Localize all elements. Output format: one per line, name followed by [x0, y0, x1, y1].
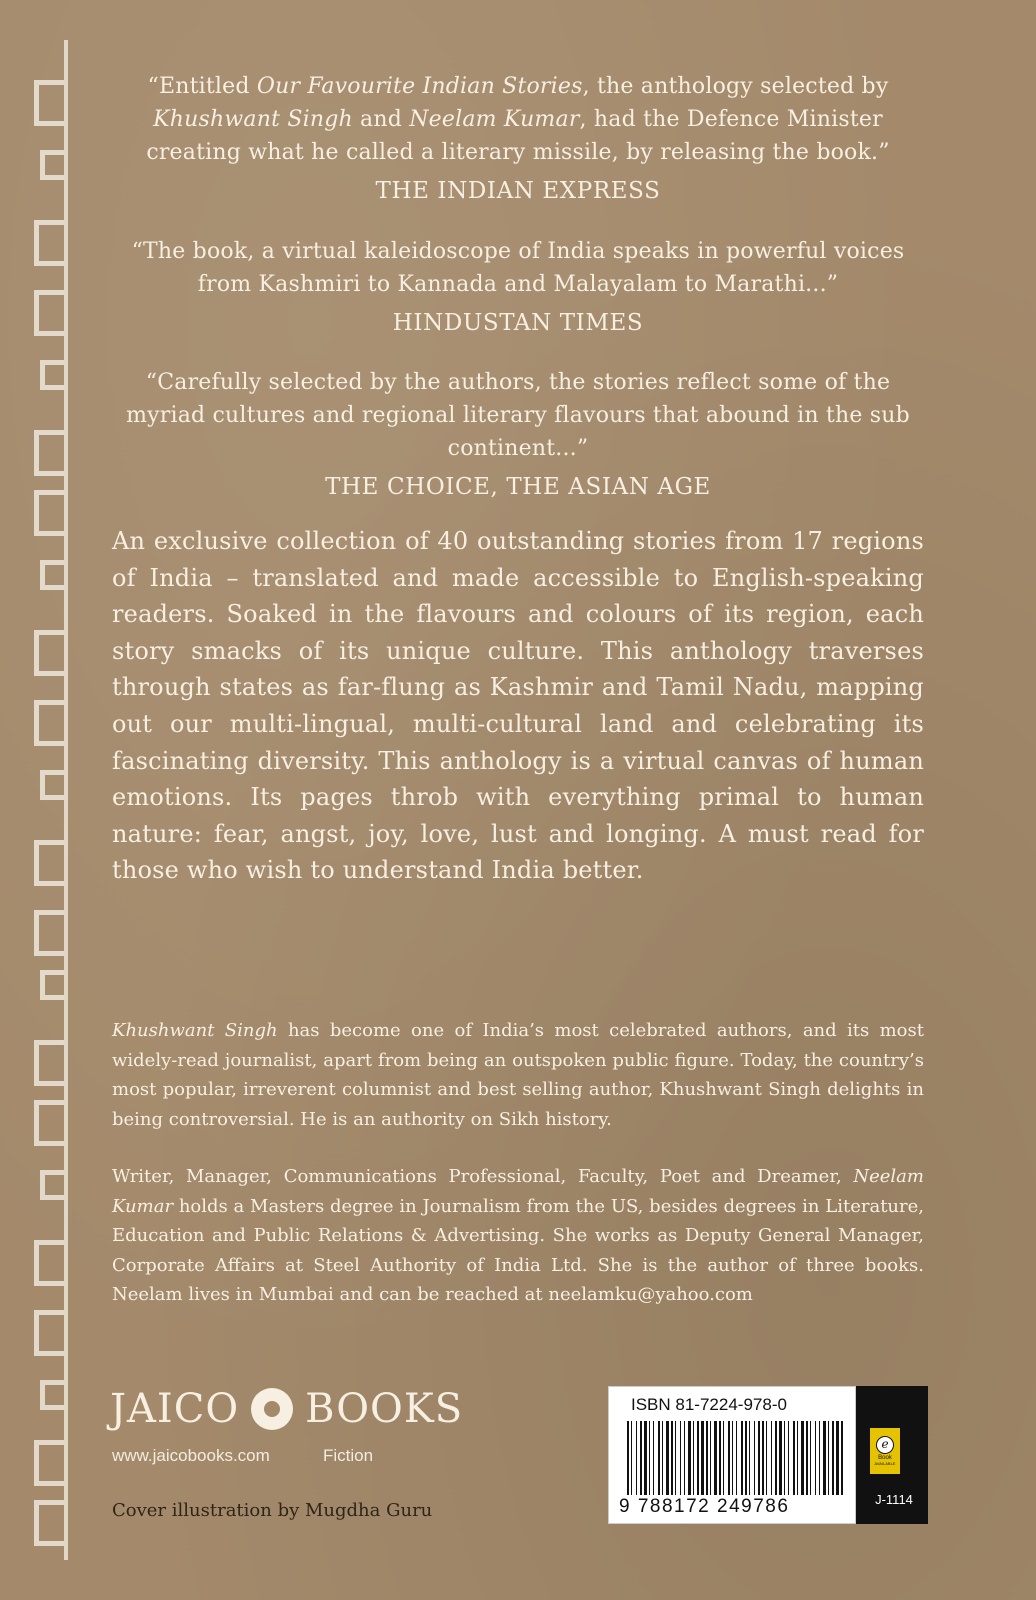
barcode-digits: 9 788172 249786	[619, 1496, 790, 1517]
quote-source: HINDUSTAN TIMES	[392, 310, 644, 336]
spine-mark	[34, 1040, 64, 1086]
review-quote-1: “Entitled Our Favourite Indian Stories, the anthology selected by Khushwant Singh and Neelam Kumar, had the Defence Minister creating what he called a literary missile, by releasing the book.” THE INDIAN EXPRESS	[112, 70, 924, 208]
barcode-stripe	[784, 1421, 785, 1495]
barcode-stripe	[697, 1421, 699, 1495]
book-blurb: An exclusive collection of 40 outstanding stories from 17 regions of India – translated and made accessible to English-speaking readers. Soaked in the flavours and colours of its region, each story smacks of its unique culture. This anthology traverses through states as far-flung as Kashmir and Tamil Nadu, mapping out our multi-lingual, multi-cultural land and celebrating its fascinating diversity. This anthology is a virtual canvas of human emotions. Its pages throb with everything primal to human nature: fear, angst, joy, love, lust and longing. A must read for those who wish to understand India better.	[112, 527, 924, 885]
spine-mark	[34, 80, 64, 126]
spine-decoration	[30, 40, 74, 1560]
spine-mark	[34, 1100, 64, 1146]
barcode-stripe	[788, 1421, 789, 1495]
barcode-stripe	[828, 1421, 829, 1495]
spine-mark	[40, 360, 64, 390]
spine-mark	[34, 1440, 64, 1486]
barcode-stripe	[653, 1421, 654, 1495]
spine-mark	[34, 220, 64, 266]
publisher-logo: JAICO BOOKS	[110, 1386, 464, 1432]
barcode-stripe	[631, 1421, 632, 1495]
spine-mark	[34, 290, 64, 336]
barcode-stripe	[662, 1421, 663, 1495]
barcode-stripe	[710, 1421, 711, 1495]
barcode-stripe	[714, 1421, 717, 1495]
spine-mark	[40, 150, 64, 180]
barcode-stripe	[723, 1421, 724, 1495]
barcode-stripe	[701, 1421, 704, 1495]
barcode-stripe	[775, 1421, 777, 1495]
spine-mark	[40, 560, 64, 590]
barcode-label	[608, 1386, 856, 1524]
barcode-stripe	[680, 1421, 681, 1495]
review-quote-3: “Carefully selected by the authors, the stories reflect some of the myriad cultures and regional literary flavours that abound in the sub continent...” THE CHOICE, THE ASIAN AGE	[112, 366, 924, 504]
barcode-stripe	[823, 1421, 826, 1495]
ebook-available-badge: e Book AVAILABLE	[868, 1426, 902, 1476]
barcode-stripe	[806, 1421, 808, 1495]
spine-mark	[40, 970, 64, 1000]
isbn-number: ISBN 81-7224-978-0	[631, 1395, 787, 1414]
barcode-stripe	[649, 1421, 650, 1495]
barcode-stripe	[771, 1421, 772, 1495]
barcode-stripe	[640, 1421, 642, 1495]
publisher-website: www.jaicobooks.com	[112, 1446, 270, 1465]
barcode-stripe	[832, 1421, 834, 1495]
barcode-stripe	[793, 1421, 795, 1495]
spine-mark	[34, 430, 64, 476]
spine-mark	[40, 1170, 64, 1200]
barcode-stripe	[801, 1421, 804, 1495]
spine-mark	[34, 840, 64, 886]
barcode-stripe	[797, 1421, 798, 1495]
barcode-stripe	[675, 1421, 676, 1495]
barcode-panel	[608, 1386, 928, 1524]
barcode-stripe	[810, 1421, 811, 1495]
barcode-stripe	[636, 1421, 637, 1495]
barcode-stripe	[688, 1421, 691, 1495]
barcode-stripe	[732, 1421, 733, 1495]
barcode-stripe	[627, 1421, 629, 1495]
barcode-stripe	[758, 1421, 760, 1495]
barcode-stripe	[815, 1421, 816, 1495]
barcode-stripe	[728, 1421, 730, 1495]
barcode-stripe	[671, 1421, 673, 1495]
barcode-stripe	[706, 1421, 708, 1495]
barcode-stripe	[762, 1421, 764, 1495]
barcode-stripe	[841, 1421, 843, 1495]
publisher-emblem-icon	[251, 1388, 293, 1430]
author-bio-khushwant: Khushwant Singh has become one of India’s most celebrated authors, and its most widely-read journalist, apart from being an outspoken public figure. Today, the country’s most popular, irreverent columnist and best selling author, Khushwant Singh delights in being controversial. He is an authority on Sikh history.	[112, 1020, 924, 1130]
spine-mark	[34, 1500, 64, 1546]
barcode-stripe	[719, 1421, 721, 1495]
barcode-stripe	[684, 1421, 685, 1495]
quote-source: THE CHOICE, THE ASIAN AGE	[325, 474, 711, 500]
barcode-stripe	[819, 1421, 820, 1495]
catalog-code: J-1114	[875, 1492, 913, 1507]
barcode-stripe	[741, 1421, 743, 1495]
barcode-icon	[627, 1421, 845, 1495]
barcode-stripe	[754, 1421, 755, 1495]
spine-mark	[40, 770, 64, 800]
barcode-stripe	[745, 1421, 747, 1495]
barcode-stripe	[749, 1421, 750, 1495]
barcode-stripe	[736, 1421, 737, 1495]
barcode-stripe	[658, 1421, 660, 1495]
spine-mark	[34, 1310, 64, 1356]
spine-mark	[34, 630, 64, 676]
spine-mark	[34, 490, 64, 536]
quote-source: THE INDIAN EXPRESS	[375, 178, 661, 204]
barcode-stripe	[666, 1421, 669, 1495]
spine-mark	[34, 910, 64, 956]
barcode-stripe	[836, 1421, 839, 1495]
barcode-stripe	[644, 1421, 647, 1495]
barcode-stripe	[693, 1421, 694, 1495]
author-bio-neelam: Writer, Manager, Communications Professional, Faculty, Poet and Dreamer, Neelam Kumar holds a Masters degree in Journalism from the US, besides degrees in Literature, Education and Public Relations & Advertising. She works as Deputy General Manager, Corporate Affairs at Steel Authority of India Ltd. She is the author of three books. Neelam lives in Mumbai and can be reached at neelamku@yahoo.com	[112, 1166, 924, 1306]
review-quote-2: “The book, a virtual kaleidoscope of India speaks in powerful voices from Kashmiri to Kannada and Malayalam to Marathi...” HINDUSTAN TIMES	[112, 235, 924, 340]
spine-mark	[40, 1380, 64, 1410]
cover-credit: Cover illustration by Mugdha Guru	[112, 1500, 433, 1521]
barcode-stripe	[779, 1421, 782, 1495]
spine-mark	[34, 700, 64, 746]
barcode-stripe	[766, 1421, 767, 1495]
spine-mark	[34, 1240, 64, 1286]
ebook-icon: e	[876, 1436, 894, 1454]
genre-label: Fiction	[323, 1446, 374, 1465]
